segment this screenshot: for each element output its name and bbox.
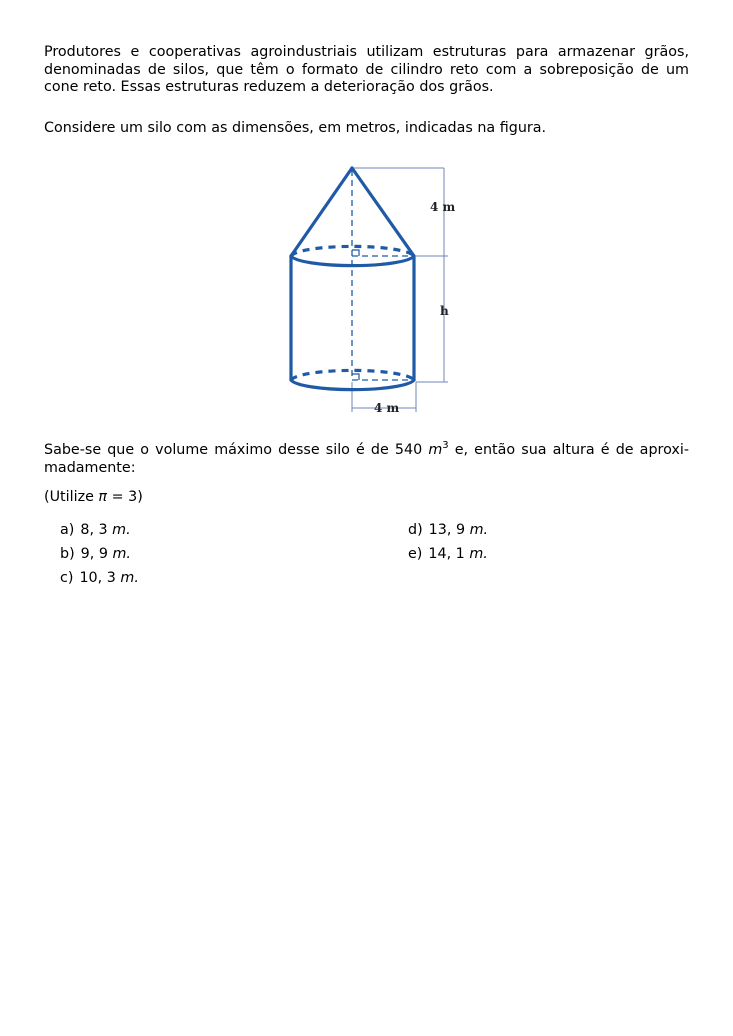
cone-left-edge [291,168,352,256]
option-a[interactable] [60,522,131,540]
option-unit: m. [469,546,488,562]
pi-hint [44,489,689,507]
option-b[interactable] [60,546,131,564]
volume-question-paragraph [44,442,689,477]
question-text-end: e, então sua altura é de aproximadamente: [44,442,689,476]
option-value: 8, 3 [80,522,113,538]
volume-unit: m [428,442,443,458]
option-letter: a) [60,522,75,538]
option-value: 10, 3 [79,570,121,586]
option-value: 9, 9 [80,546,113,562]
option-value: 13, 9 [428,522,470,538]
option-e[interactable] [408,546,488,564]
silo-figure [270,158,470,420]
option-unit: m. [112,546,131,562]
right-angle-marker-bottom [352,374,359,380]
hint-start: (Utilize [44,489,99,505]
cone-right-edge [352,168,414,256]
option-value: 14, 1 [428,546,470,562]
cylinder-height-label: h [440,304,449,318]
option-unit: m. [112,522,131,538]
option-c[interactable] [60,570,139,588]
option-letter: c) [60,570,74,586]
option-letter: b) [60,546,75,562]
option-unit: m. [469,522,489,538]
option-letter: e) [408,546,423,562]
cone-height-label: 4 m [430,200,456,214]
figure-reference-paragraph: Considere um silo com as dimensões, em metros, indicadas na figura. [44,120,547,136]
hint-end: = 3) [107,489,143,505]
option-d[interactable] [408,522,488,540]
question-text-start: Sabe-se que o volume máximo desse silo é de 540 [44,442,429,458]
option-letter: d) [408,522,423,538]
radius-label: 4 m [374,401,400,415]
volume-exponent: 3 [442,440,449,451]
intro-paragraph: Produtores e cooperativas agroindustriais utilizam estruturas para armazenar grãos, denominadas de silos, que têm o formato de cilindro reto com a sobreposição de um cone reto. Essas estruturas reduzem a deterioração dos grãos. [44,44,689,95]
right-angle-marker-top [352,250,359,256]
pi-symbol: π [98,489,108,505]
option-unit: m. [120,570,139,586]
